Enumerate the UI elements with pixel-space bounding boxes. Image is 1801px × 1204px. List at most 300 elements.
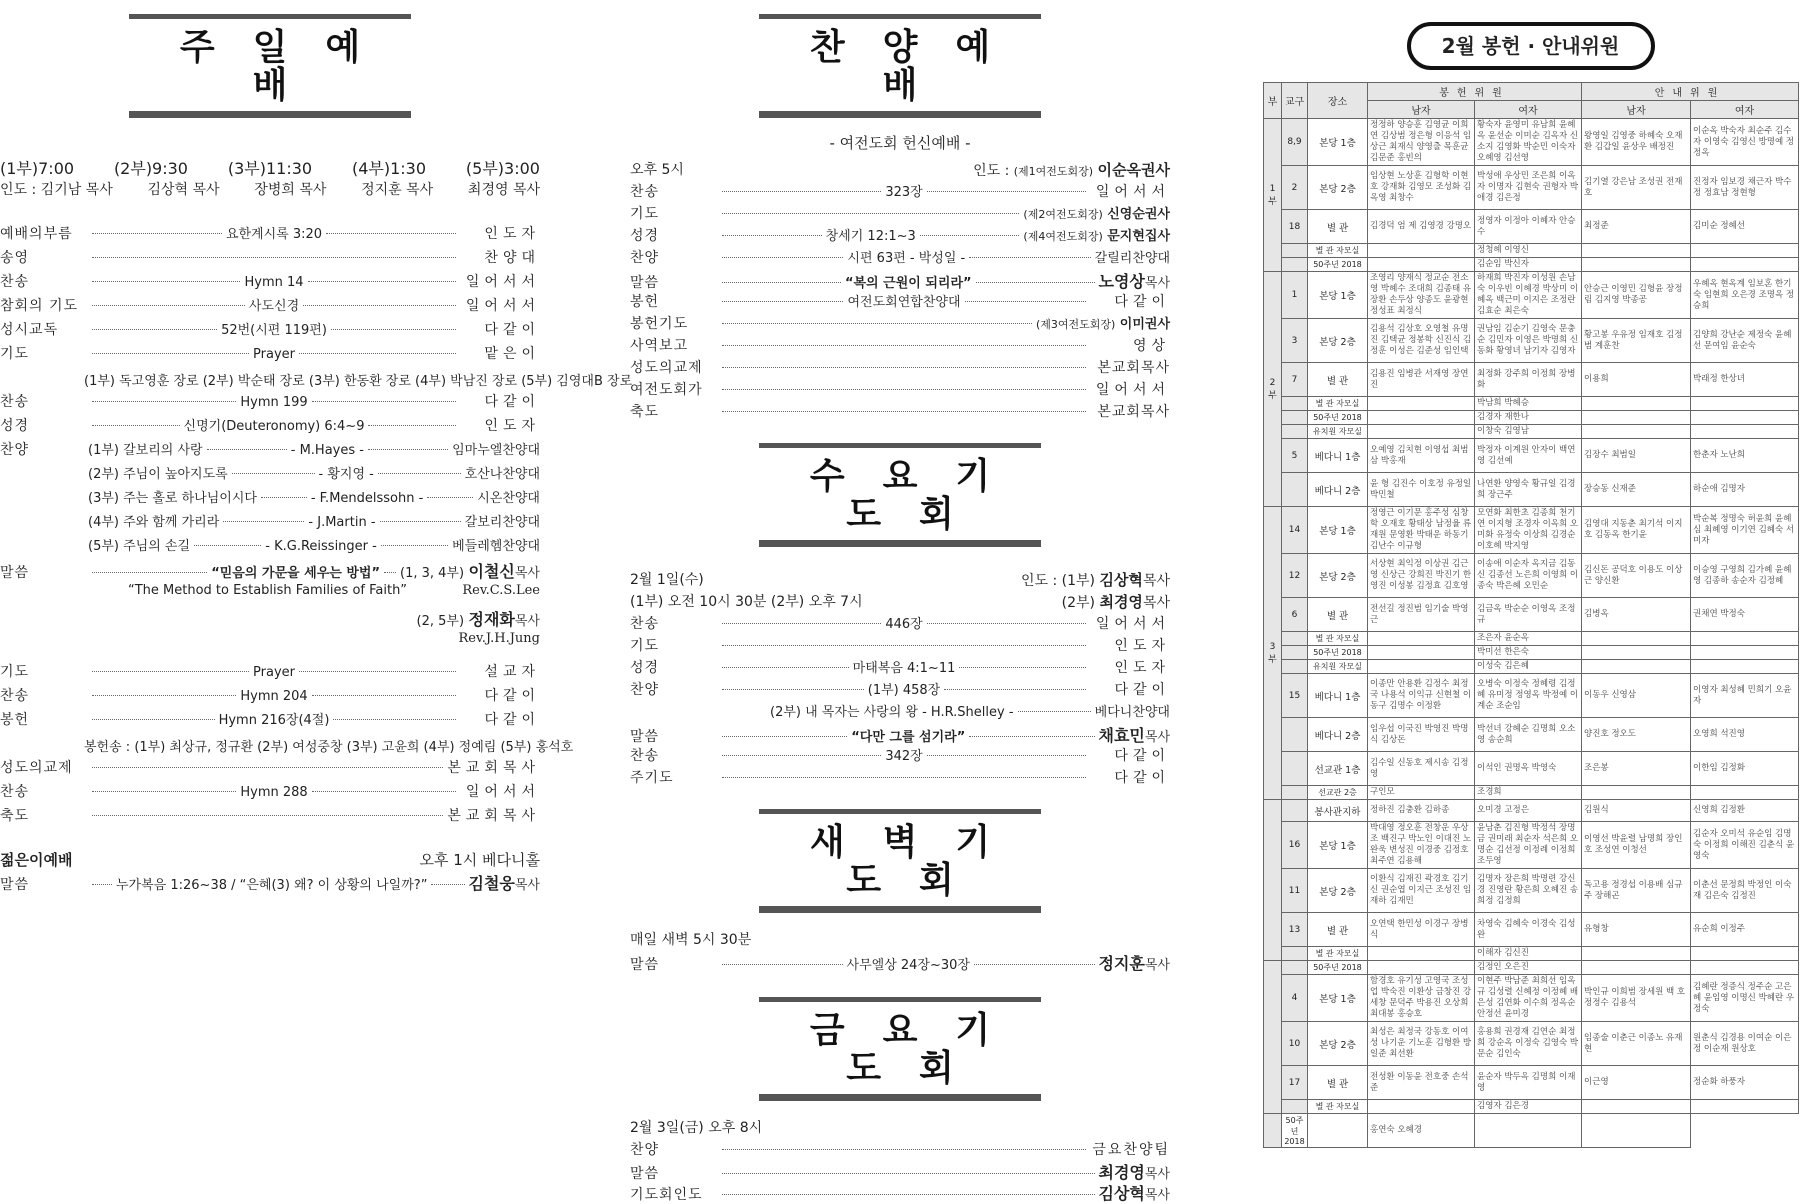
order-responsible: 인도자 [1114, 638, 1170, 654]
leader-title: 목사 [1142, 573, 1170, 589]
roster-cell-gu [1282, 718, 1308, 752]
order-label: 참회의 기도 [0, 298, 79, 314]
roster-cell-n2: 김금옥 박순순 이영옥 조정규 [1475, 598, 1582, 632]
order-content: (1부) 458장 [867, 683, 941, 698]
order-row [0, 295, 540, 319]
order-label: 찬송 [630, 184, 660, 200]
roster-cell-n4 [1582, 1114, 1691, 1148]
service-leader: 장병희 목사 [254, 182, 327, 198]
roster-cell-n2: 하재희 박진자 이성원 손남숙 이우빈 이혜경 박상미 이혜옥 백근미 이지은 조정란 김효순 최은숙 [1475, 272, 1582, 319]
roster-title: 2월 봉헌 · 안내위원 [1407, 22, 1655, 70]
roster-cell-gu [1282, 258, 1308, 272]
order-content: 창세기 12:1~3 [825, 229, 916, 244]
order-row [630, 225, 1170, 247]
order-row [630, 701, 1170, 723]
order-row [630, 635, 1170, 657]
roster-cell-gu: 18 [1282, 210, 1308, 244]
roster-cell-n4: 김미순 정혜선 [1691, 210, 1799, 244]
sermon-title: “믿음의 가문을 세우는 방법” [211, 566, 380, 581]
service-time: (5부)3:00 [465, 159, 540, 178]
service-leaders [0, 179, 540, 199]
roster-cell-n4: 오영희 석진영 [1691, 718, 1799, 752]
order-content: Hymn 14 [244, 275, 304, 290]
roster-cell-n2: 오병숙 이정숙 정혜령 김정혜 유미정 정영옥 박정예 이계순 조순임 [1475, 674, 1582, 718]
order-label: 말씀 [630, 957, 660, 973]
order-label: 기도 [630, 638, 660, 654]
preacher-name: 정지훈 [1098, 954, 1145, 973]
preacher-name: 정재화 [468, 610, 515, 629]
roster-cell-n1 [1368, 244, 1475, 258]
roster-cell-n4 [1691, 397, 1799, 411]
sermon-title: “복의 근원이 되리라” [844, 276, 972, 291]
roster-cell-n1: 전선길 정진범 임기술 박영근 [1368, 598, 1475, 632]
roster-cell-n1 [1368, 397, 1475, 411]
order-row [0, 223, 540, 247]
roster-cell-n1 [1368, 425, 1475, 439]
youth-service-header [0, 849, 540, 871]
order-row [0, 709, 540, 733]
choir-composer: - F.Mendelssohn - [310, 491, 424, 506]
roster-cell-place: 별 관 [1308, 913, 1368, 947]
roster-cell-bu [1264, 800, 1282, 961]
choir-composer: - M.Hayes - [290, 443, 364, 458]
order-content: 여전도회연합찬양대 [847, 295, 961, 310]
wednesday-date: 2월 1일(수) [630, 572, 704, 588]
roster-cell-n4 [1691, 947, 1799, 961]
roster-cell-gu [1282, 800, 1308, 822]
order-row [630, 379, 1170, 401]
roster-cell-gu: 3 [1282, 319, 1308, 363]
roster-cell-n3: 이용희 [1582, 363, 1691, 397]
table-row [1264, 507, 1799, 554]
roster-cell-gu [1282, 632, 1308, 646]
sermon-row [0, 559, 540, 583]
table-row [1264, 258, 1799, 272]
roster-cell-bu: 1부 [1264, 119, 1282, 272]
roster-cell-n1: 이종만 안용환 김정수 최정국 나용석 이익규 신현철 이동구 김명수 이정환 [1368, 674, 1475, 718]
roster-cell-place: 본당 1층 [1308, 822, 1368, 869]
roster-cell-gu [1282, 786, 1308, 800]
roster-cell-n2: 박선녀 강혜순 김명희 오소영 송순희 [1475, 718, 1582, 752]
dawn-prayer-title: 새벽기도회 [759, 809, 1041, 913]
service-time: (4부)1:30 [351, 159, 427, 178]
roster-cell-n3: 김원식 [1582, 800, 1691, 822]
roster-cell-n2: 최정화 강주희 이정희 장병화 [1475, 363, 1582, 397]
roster-cell-n4: 원춘식 김경용 이여순 이은정 이순재 원상호 [1691, 1022, 1799, 1066]
order-label: 기도 [0, 346, 30, 362]
roster-cell-n1 [1368, 961, 1475, 975]
roster-cell-n3: 유형창 [1582, 913, 1691, 947]
roster-cell-n1: 조영리 양재식 정교순 전소영 박혜수 조대희 김종태 유장환 손두상 양종도 윤광현 정성표 최정식 [1368, 272, 1475, 319]
order-content: 마태복음 4:1~11 [852, 661, 956, 676]
choir-composer: - 황지영 - [318, 467, 374, 482]
prayer-elders-note: (1부) 독고영훈 장로 (2부) 박순태 장로 (3부) 한동환 장로 (4부) 박남진 장로 (5부) 김영대B 장로 [84, 373, 633, 389]
roster-cell-n2: 윤순자 박두옥 김명희 이재영 [1475, 1066, 1582, 1100]
roster-cell-n4: 김혜란 정증식 정주순 고은혜 윤임영 이명신 박혜란 우정숙 [1691, 975, 1799, 1022]
order-row [0, 685, 540, 709]
roster-cell-n3: 김장수 최범일 [1582, 439, 1691, 473]
roster-cell-n4 [1691, 660, 1799, 674]
roster-cell-bu [1264, 961, 1282, 1114]
roster-cell-n3: 김기열 강은남 조성권 전재호 [1582, 166, 1691, 210]
roster-table [1263, 82, 1799, 1148]
roster-cell-place: 별 관 자모실 [1308, 947, 1368, 961]
order-label: 말씀 [630, 729, 660, 745]
order-row [630, 767, 1170, 789]
order-responsible: 인도자 [1114, 660, 1171, 676]
table-row [1264, 752, 1799, 786]
order-content: Hymn 288 [240, 785, 308, 800]
praise-service-subtitle: - 여전도회 헌신예배 - [829, 134, 971, 152]
roster-cell-n3: 김영대 지동춘 최기석 이지호 김동옥 한기윤 [1582, 507, 1691, 554]
order-responsible: 본교회목사 [1097, 360, 1170, 376]
youth-sermon-row [0, 871, 540, 895]
roster-cell-n1: 서상현 최익정 이상권 김근영 신상근 강희진 박진기 한영진 이성봉 김정효 김호영 [1368, 554, 1475, 598]
order-label: 찬양 [630, 250, 660, 266]
order-row [630, 203, 1170, 225]
order-row [630, 335, 1170, 357]
header-usher-committee: 안내위원 [1582, 83, 1799, 101]
order-label: 성시교독 [0, 322, 59, 338]
order-responsible: 다같이 [484, 394, 541, 410]
roster-cell-n1: 김수일 신동호 제시송 김정영 [1368, 752, 1475, 786]
header-district: 교구 [1282, 83, 1308, 119]
roster-cell-n1: 최성은 최정국 강동호 이여성 나기운 기노훈 김형환 방일준 최선환 [1368, 1022, 1475, 1066]
table-row [1264, 1066, 1799, 1100]
header-offering-committee: 봉헌위원 [1368, 83, 1582, 101]
roster-cell-gu [1282, 425, 1308, 439]
roster-cell-n1: 박대영 정오훈 전창운 우상조 백진구 박노인 이대진 노완욱 변성진 이경중 김정호 최주연 김용해 [1368, 822, 1475, 869]
roster-cell-gu [1264, 1114, 1282, 1148]
roster-cell-gu: 1 [1282, 272, 1308, 319]
roster-cell-n4 [1691, 632, 1799, 646]
roster-cell-n4: 신영희 김정환 [1691, 800, 1799, 822]
preacher-english-name: Rev.J.H.Jung [458, 631, 540, 646]
roster-cell-n4: 유순희 이정주 [1691, 913, 1799, 947]
order-row [630, 357, 1170, 379]
order-content: 사무엘상 24장~30장 [846, 958, 970, 973]
roster-cell-n4: 진정자 임보경 채근자 박수정 정효남 정현형 [1691, 166, 1799, 210]
order-label: 찬송 [0, 274, 30, 290]
order-row [630, 1160, 1170, 1181]
roster-cell-n4 [1691, 961, 1799, 975]
table-row [1264, 244, 1799, 258]
order-label: 기도 [630, 206, 660, 222]
roster-cell-place: 본당 1층 [1308, 119, 1368, 166]
roster-cell-n2: 홍연숙 오혜경 [1368, 1114, 1475, 1148]
order-row [630, 401, 1170, 423]
table-row [1264, 913, 1799, 947]
wednesday-time-row [630, 591, 1170, 613]
sermon-row [630, 951, 1170, 975]
sermon-services: (1, 3, 4부) [400, 566, 465, 581]
roster-cell-bu: 2부 [1264, 272, 1282, 507]
roster-cell-n3: 조은봉 [1582, 752, 1691, 786]
table-row [1264, 786, 1799, 800]
header-bu: 부 [1264, 83, 1282, 119]
order-row [630, 291, 1170, 313]
roster-cell-place: 50주년 2018 [1308, 961, 1368, 975]
order-label: 찬양 [0, 442, 30, 458]
roster-cell-n1: 오예영 김치현 이영섭 최범삼 박홍재 [1368, 439, 1475, 473]
roster-cell-n2: 윤남춘 김진형 박정석 장명금 권미래 최순자 석은희 오명순 김선정 이정례 이정희 조두영 [1475, 822, 1582, 869]
roster-cell-n4: 김양희 강난순 제정숙 윤혜선 문여임 윤순숙 [1691, 319, 1799, 363]
order-note: (제3여전도회장) [1035, 318, 1116, 331]
order-content: (2부) 내 목자는 사랑의 왕 - H.R.Shelley - [770, 705, 1014, 720]
order-row [0, 661, 540, 685]
roster-cell-n4: 정순화 하풍자 [1691, 1066, 1799, 1100]
roster-cell-n4 [1691, 425, 1799, 439]
roster-cell-bu: 3부 [1264, 507, 1282, 800]
dawn-time-row [630, 929, 1170, 951]
roster-cell-place: 별 관 자모실 [1308, 244, 1368, 258]
table-row [1264, 869, 1799, 913]
table-row [1264, 411, 1799, 425]
choir-row [0, 535, 540, 559]
leader-prefix: 인도 : (1부) [1020, 573, 1095, 589]
praise-time: 오후 5시 [630, 162, 684, 178]
roster-cell-n2: 김정인 오은진 [1475, 961, 1582, 975]
order-content: 신명기(Deuteronomy) 6:4~9 [183, 419, 365, 434]
roster-cell-place: 선교관 1층 [1308, 752, 1368, 786]
order-row [630, 313, 1170, 335]
wednesday-prayer-title: 수요기도회 [759, 443, 1041, 547]
leader-name: 이순옥권사 [1097, 161, 1170, 179]
roster-cell-place: 선교관 2층 [1308, 786, 1368, 800]
choir-song: (5부) 주님의 손길 [88, 539, 191, 554]
table-row [1264, 166, 1799, 210]
roster-cell-place: 유치원 자모실 [1308, 660, 1368, 674]
order-row [630, 247, 1170, 269]
header-place: 장소 [1308, 83, 1368, 119]
roster-cell-place: 본당 1층 [1308, 975, 1368, 1022]
sermon-row-2 [0, 607, 540, 631]
praise-service-title: 찬양예배 [759, 14, 1041, 118]
roster-body [1264, 119, 1799, 1148]
roster-cell-n2: 오미경 고정은 [1475, 800, 1582, 822]
preacher-title: 목사 [1144, 276, 1171, 291]
order-responsible: 본교회목사 [1097, 404, 1170, 420]
order-content: 446장 [885, 617, 923, 632]
preacher-title: 목사 [1144, 1188, 1170, 1203]
roster-cell-place: 본당 2층 [1308, 869, 1368, 913]
roster-cell-n3: 임종술 이춘근 이종노 유재현 [1582, 1022, 1691, 1066]
order-responsible: 일어서서 [1095, 382, 1170, 398]
roster-cell-n2: 모연화 최한초 김종희 천기연 이지형 조경자 이옥희 오미화 유정숙 이상희 김경순 이호혜 박지영 [1475, 507, 1582, 554]
roster-cell-gu: 14 [1282, 507, 1308, 554]
order-label: 찬양 [630, 682, 660, 698]
roster-cell-gu [1282, 397, 1308, 411]
table-row [1264, 718, 1799, 752]
roster-cell-n2: 이석인 권명옥 박영숙 [1475, 752, 1582, 786]
preacher-name: 노영상 [1098, 272, 1145, 291]
order-label: 성경 [0, 418, 30, 434]
roster-cell-place: 50주년 2018 [1282, 1114, 1308, 1148]
order-responsible: 갈릴리찬양대 [1094, 251, 1171, 266]
order-row [630, 657, 1170, 679]
dawn-time: 매일 새벽 5시 30분 [630, 932, 752, 948]
roster-cell-n4 [1691, 411, 1799, 425]
roster-cell-place: 본당 1층 [1308, 272, 1368, 319]
order-content: Hymn 204 [240, 689, 308, 704]
order-note: (제4여전도회장) [1023, 230, 1103, 243]
service-time: (2부)9:30 [113, 159, 188, 178]
roster-cell-place: 별 관 [1308, 210, 1368, 244]
roster-cell-n1 [1368, 632, 1475, 646]
choir-row [0, 463, 540, 487]
roster-cell-place: 별 관 [1308, 363, 1368, 397]
order-responsible: 맡은이 [484, 346, 540, 362]
roster-cell-n1: 김경덕 엄 제 김영경 강명오 [1368, 210, 1475, 244]
order-label: 송영 [0, 250, 30, 266]
roster-cell-n4: 권채연 박정숙 [1691, 598, 1799, 632]
order-responsible: 다같이 [484, 322, 540, 338]
order-content: Hymn 216장(4절) [218, 713, 330, 728]
roster-cell-n1: 정정하 양승훈 김영균 이희연 김상범 정은형 이응석 임상근 최재식 양영출 목훈균 김문준 홍빈의 [1368, 119, 1475, 166]
roster-cell-n3 [1582, 786, 1691, 800]
table-row [1264, 598, 1799, 632]
leader-note: (제1여전도회장) [1013, 165, 1094, 178]
roster-cell-n1 [1368, 947, 1475, 961]
roster-cell-n1: 전성환 이동윤 전호중 손석준 [1368, 1066, 1475, 1100]
order-responsible: 다같이 [1114, 294, 1170, 310]
service-leader: 정지훈 목사 [361, 182, 434, 198]
roster-cell-n3 [1582, 411, 1691, 425]
header-male: 남자 [1368, 101, 1475, 119]
sermon-title: “다만 그를 섬기라” [851, 730, 966, 745]
order-content: Prayer [253, 347, 295, 362]
roster-cell-n3 [1582, 632, 1691, 646]
roster-cell-n4 [1691, 646, 1799, 660]
order-responsible: 다같이 [1114, 682, 1171, 698]
roster-cell-gu: 13 [1282, 913, 1308, 947]
order-row [630, 745, 1170, 767]
order-label: 말씀 [0, 565, 30, 581]
order-responsible: 문지현집사 [1107, 229, 1171, 244]
order-label: 사역보고 [630, 338, 689, 354]
roster-cell-n4: 하순애 김명자 [1691, 473, 1799, 507]
youth-service-title: 젊은이예배 [0, 851, 73, 869]
roster-cell-n4 [1691, 244, 1799, 258]
roster-cell-gu [1282, 961, 1308, 975]
order-row [630, 679, 1170, 701]
preacher-title: 목사 [1144, 1167, 1170, 1182]
roster-cell-n1: 김용진 임병관 서재영 장연진 [1368, 363, 1475, 397]
table-row [1264, 975, 1799, 1022]
roster-cell-n3: 이근영 [1582, 1066, 1691, 1100]
roster-cell-n1: 구인모 [1368, 786, 1475, 800]
roster-cell-n4: 이한임 김정화 [1691, 752, 1799, 786]
roster-cell-n2: 박정자 이계원 안자이 백연영 김선예 [1475, 439, 1582, 473]
table-row [1264, 1022, 1799, 1066]
roster-cell-place: 베다니 2층 [1308, 473, 1368, 507]
roster-cell-gu [1282, 411, 1308, 425]
order-note: (제2여전도회장) [1023, 208, 1103, 221]
header-male: 남자 [1582, 101, 1691, 119]
choir-row [0, 511, 540, 535]
roster-cell-place: 유치원 자모실 [1308, 425, 1368, 439]
order-row [0, 247, 540, 271]
table-row [1264, 319, 1799, 363]
roster-cell-n3: 김병옥 [1582, 598, 1691, 632]
table-row [1264, 1114, 1799, 1148]
roster-cell-gu [1282, 473, 1308, 507]
sunday-service-section [0, 0, 633, 895]
roster-cell-n3: 장승동 신재준 [1582, 473, 1691, 507]
choir-name: 호산나찬양대 [464, 467, 541, 482]
order-responsible: 인도자 [484, 418, 541, 434]
order-content: 342장 [885, 749, 923, 764]
table-row [1264, 632, 1799, 646]
order-row [0, 391, 540, 415]
roster-cell-n4 [1691, 258, 1799, 272]
sermon-english-row [0, 583, 540, 607]
roster-cell-n3: 박인규 이희범 장세원 백 호 정정수 김용석 [1582, 975, 1691, 1022]
order-row [0, 319, 540, 343]
roster-cell-n1: 정하진 김충환 김하종 [1368, 800, 1475, 822]
roster-cell-n1 [1368, 646, 1475, 660]
roster-cell-n3 [1582, 425, 1691, 439]
roster-cell-place: 본당 2층 [1308, 1022, 1368, 1066]
order-responsible: 금요찬양팀 [1092, 1142, 1170, 1158]
order-row [630, 181, 1170, 203]
friday-prayer-title: 금요기도회 [759, 997, 1041, 1101]
roster-cell-gu: 11 [1282, 869, 1308, 913]
roster-cell-place: 50주년 2018 [1308, 258, 1368, 272]
friday-date: 2월 3일(금) 오후 8시 [630, 1120, 763, 1136]
roster-cell-n3: 김신돈 공덕호 이용도 이상근 양신환 [1582, 554, 1691, 598]
choir-row [0, 439, 540, 463]
order-row [0, 781, 540, 805]
order-content: 52번(시편 119편) [221, 323, 327, 338]
roster-cell-n2: 김경자 재한나 [1475, 411, 1582, 425]
order-content: 사도신경 [248, 299, 300, 314]
order-label: 찬송 [0, 784, 30, 800]
roster-cell-gu [1282, 1100, 1308, 1114]
preacher-title: 목사 [514, 614, 540, 629]
table-row [1264, 674, 1799, 718]
preacher-name: 김철웅 [468, 874, 515, 893]
praise-time-row [630, 159, 1170, 181]
roster-cell-place: 베다니 1층 [1308, 674, 1368, 718]
roster-cell-n4: 우혜옥 현옥계 임보혼 한기숙 임현희 오은경 조명옥 정승희 [1691, 272, 1799, 319]
table-row [1264, 119, 1799, 166]
roster-cell-n4: 이승영 구영희 김가혜 윤혜영 김종하 송순자 김정혜 [1691, 554, 1799, 598]
header-female: 여자 [1691, 101, 1799, 119]
roster-cell-n1: 이환식 김재진 곽경호 김기신 권순엽 이지근 조성진 임재하 김재민 [1368, 869, 1475, 913]
roster-cell-gu [1282, 660, 1308, 674]
roster-cell-n4: 이순옥 박숙자 최순주 김수자 이영숙 김영신 방명예 정정옥 [1691, 119, 1799, 166]
order-content: 요한계시록 3:20 [225, 227, 323, 242]
roster-cell-n2: 김명자 장은희 박명련 강신경 진영란 황은희 오혜진 송희정 김정희 [1475, 869, 1582, 913]
order-responsible: 베다니찬양대 [1094, 705, 1170, 720]
sermon-row [630, 269, 1170, 291]
order-label: 찬송 [0, 688, 30, 704]
roster-cell-gu: 5 [1282, 439, 1308, 473]
roster-cell-gu: 12 [1282, 554, 1308, 598]
roster-cell-n2: 권남임 김순기 김영숙 문충순 김민자 이영은 박명희 신동화 황영녀 남기자 김영자 [1475, 319, 1582, 363]
roster-cell-gu: 6 [1282, 598, 1308, 632]
roster-cell-n2: 조경희 [1475, 786, 1582, 800]
roster-cell-n3: 이동우 신영삼 [1582, 674, 1691, 718]
preacher-name: 김상혁 [1098, 1184, 1145, 1203]
youth-service-time: 오후 1시 베다니홀 [419, 851, 540, 869]
order-responsible: 설교자 [484, 664, 540, 680]
evening-services-column [630, 0, 1170, 1202]
roster-cell-gu: 2 [1282, 166, 1308, 210]
table-row [1264, 646, 1799, 660]
roster-cell-n1 [1368, 258, 1475, 272]
